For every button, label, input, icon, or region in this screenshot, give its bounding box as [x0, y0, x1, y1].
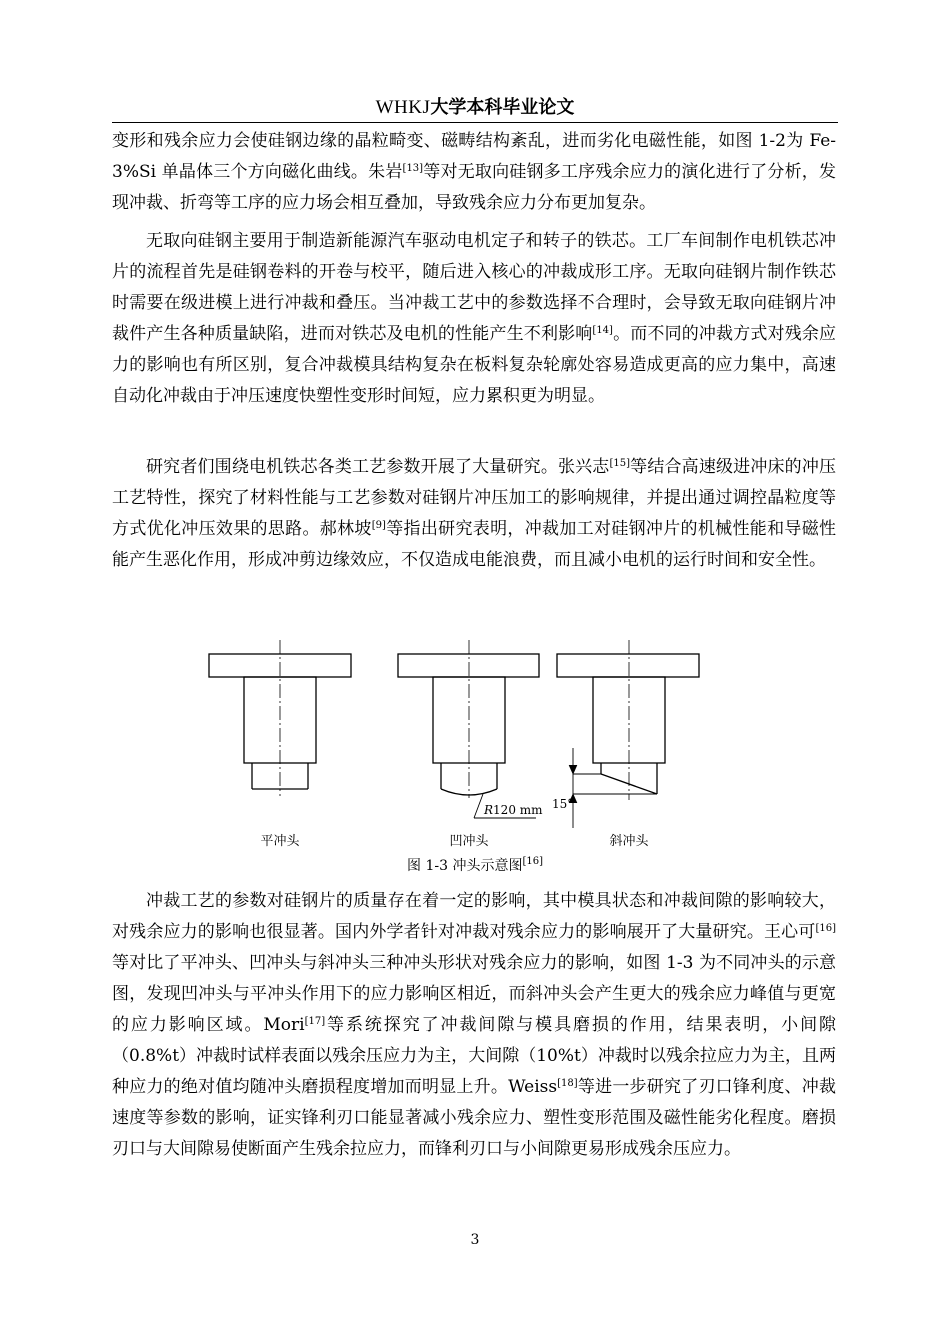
punch-diagram-svg — [200, 648, 649, 858]
bevel-punch-shape — [557, 654, 699, 828]
page-number: 3 — [470, 1232, 480, 1248]
header-title: 大学本科毕业论文 — [430, 97, 575, 118]
page-header — [112, 92, 838, 123]
label-bevel-punch: 斜冲头 — [609, 834, 649, 849]
label-concave-punch: 凹冲头 — [449, 834, 489, 849]
angle-label: 15° — [552, 797, 574, 811]
punch-diagram — [200, 648, 649, 858]
radius-label: R120 mm — [484, 803, 543, 817]
paragraph-3: 研究者们围绕电机铁芯各类工艺参数开展了大量研究。张兴志[15]等结合高速级进冲床的冲压工艺特性，探究了材料性能与工艺参数对硅钢片冲压加工的影响规律，并提出通过调控晶粒度等方式优化冲压效果的思路。郝林坡[9]等指出研究表明，冲裁加工对硅钢冲片的机械性能和导磁性能产生恶化作用，形成冲剪边缘效应，不仅造成电能浪费，而且减小电机的运行时间和安全性。 — [112, 457, 837, 570]
label-flat-punch: 平冲头 — [260, 834, 300, 849]
concave-punch-shape — [398, 654, 539, 818]
paragraph-2: 无取向硅钢主要用于制造新能源汽车驱动电机定子和转子的铁芯。工厂车间制作电机铁芯冲片的流程首先是硅钢卷料的开卷与校平，随后进入核心的冲裁成形工序。无取向硅钢片制作铁芯时需要在级进模上进行冲裁和叠压。当冲裁工艺中的参数选择不合理时，会导致无取向硅钢片冲裁件产生各种质量缺陷，进而对铁芯及电机的性能产生不利影响[14]。而不同的冲裁方式对残余应力的影响也有所区别，复合冲裁模具结构复杂在板料复杂轮廓处容易造成更高的应力集中，高速自动化冲裁由于冲压速度快塑性变形时间短，应力累积更为明显。 — [112, 231, 837, 406]
paragraph-4: 冲裁工艺的参数对硅钢片的质量存在着一定的影响，其中模具状态和冲裁间隙的影响较大，对残余应力的影响也很显著。国内外学者针对冲裁对残余应力的影响展开了大量研究。王心可[16]等对比了平冲头、凹冲头与斜冲头三种冲头形状对残余应力的影响，如图 1-3 为不同冲头的示意图，发现凹冲头与平冲头作用下的应力影响区相近，而斜冲头会产生更大的残余应力峰值与更宽的应力影响区域。Mori[17]等系统探究了冲裁间隙与模具磨损的作用，结果表明，小间隙（0.8%t）冲裁时试样表面以残余压应力为主，大间隙（10%t）冲裁时以残余拉应力为主，且两种应力的绝对值均随冲头磨损程度增加而明显上升。Weiss[18]等进一步研究了刃口锋利度、冲裁速度等参数的影响，证实锋利刃口能显著减小残余应力、塑性变形范围及磁性能劣化程度。磨损刃口与大间隙易使断面产生残余拉应力，而锋利刃口与小间隙更易形成残余压应力。 — [112, 891, 836, 1159]
header-latin: WHKJ — [375, 97, 431, 118]
figure-caption: 图 1-3 冲头示意图[16] — [407, 856, 543, 874]
paragraph-1: 变形和残余应力会使硅钢边缘的晶粒畸变、磁畴结构紊乱，进而劣化电磁性能，如图 1-2为 Fe-3%Si 单晶体三个方向磁化曲线。朱岩[13]等对无取向硅钢多工序残余应力的演化进行了分析，发现冲裁、折弯等工序的应力场会相互叠加，导致残余应力分布更加复杂。 — [112, 131, 837, 213]
